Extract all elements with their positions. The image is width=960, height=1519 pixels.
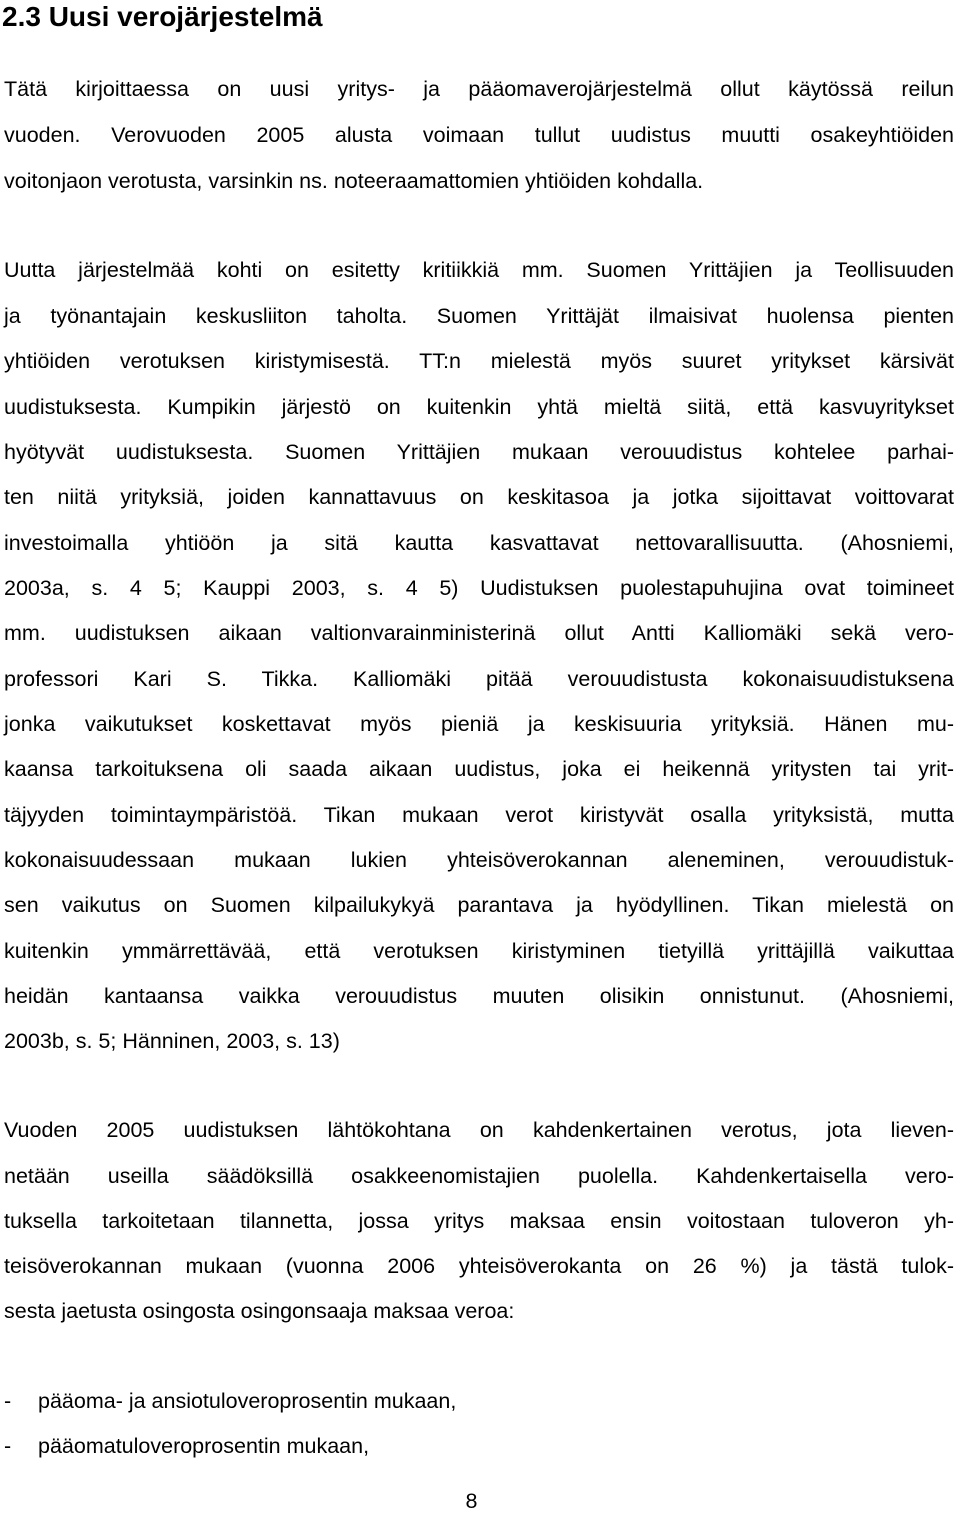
list-marker: - <box>4 1434 12 1458</box>
paragraph-line: yhtiöiden verotuksen kiristymisestä. TT:n mielestä myös suuret yritykset kärsivät <box>4 349 954 373</box>
paragraph-line: voitonjaon verotusta, varsinkin ns. noteeraamattomien yhtiöiden kohdalla. <box>4 169 704 193</box>
paragraph-line: kuitenkin ymmärrettävää, että verotuksen kiristyminen tietyillä yrittäjillä vaikuttaa <box>4 939 954 963</box>
paragraph-line: kokonaisuudessaan mukaan lukien yhteisöverokannan aleneminen, verouudistuk- <box>4 848 954 872</box>
paragraph-line: Uutta järjestelmää kohti on esitetty kritiikkiä mm. Suomen Yrittäjien ja Teollisuuden <box>4 258 954 282</box>
paragraph-line: investoimalla yhtiöön ja sitä kautta kasvattavat nettovarallisuutta. (Ahosniemi, <box>4 531 954 555</box>
paragraph-line: teisöverokannan mukaan (vuonna 2006 yhteisöverokanta on 26 %) ja tästä tulok- <box>4 1254 954 1278</box>
list-item-text: pääomatuloveroprosentin mukaan, <box>38 1434 370 1458</box>
page-number: 8 <box>465 1489 478 1513</box>
paragraph-line: netään useilla säädöksillä osakkeenomistajien puolella. Kahdenkertaisella vero- <box>4 1164 954 1188</box>
paragraph-line: vuoden. Verovuoden 2005 alusta voimaan tullut uudistus muutti osakeyhtiöiden <box>4 123 954 147</box>
list-item <box>4 1431 370 1461</box>
paragraph-line: professori Kari S. Tikka. Kalliomäki pitää verouudistusta kokonaisuudistuksena <box>4 667 954 691</box>
paragraph-line: 2003a, s. 4 5; Kauppi 2003, s. 4 5) Uudistuksen puolestapuhujina ovat toimineet <box>4 576 954 600</box>
paragraph-line: ten niitä yrityksiä, joiden kannattavuus on keskitasoa ja jotka sijoittavat voittovarat <box>4 485 954 509</box>
paragraph-line: jonka vaikutukset koskettavat myös pieniä ja keskisuuria yrityksiä. Hänen mu- <box>4 712 954 736</box>
paragraph-line: Tätä kirjoittaessa on uusi yritys- ja pääomaverojärjestelmä ollut käytössä reilun <box>4 77 954 101</box>
paragraph-line: tuksella tarkoitetaan tilannetta, jossa yritys maksaa ensin voitostaan tuloveron yh- <box>4 1209 954 1233</box>
paragraph-line: hyötyvät uudistuksesta. Suomen Yrittäjien mukaan verouudistus kohtelee parhai- <box>4 440 954 464</box>
paragraph-line: 2003b, s. 5; Hänninen, 2003, s. 13) <box>4 1029 340 1053</box>
paragraph-line: heidän kantaansa vaikka verouudistus muuten olisikin onnistunut. (Ahosniemi, <box>4 984 954 1008</box>
section-heading: 2.3 Uusi verojärjestelmä <box>2 1 323 32</box>
paragraph-line: täjyyden toimintaympäristöä. Tikan mukaan verot kiristyvät osalla yrityksistä, mutta <box>4 803 954 827</box>
paragraph-line: sen vaikutus on Suomen kilpailukykyä parantava ja hyödyllinen. Tikan mielestä on <box>4 893 954 917</box>
list-item-text: pääoma- ja ansiotuloveroprosentin mukaan, <box>38 1389 457 1413</box>
list-item <box>4 1386 457 1416</box>
list-marker: - <box>4 1389 12 1413</box>
paragraph-line: mm. uudistuksen aikaan valtionvarainministerinä ollut Antti Kalliomäki sekä vero- <box>4 621 954 645</box>
paragraph-line: sesta jaetusta osingosta osingonsaaja maksaa veroa: <box>4 1299 515 1323</box>
paragraph-line: kaansa tarkoituksena oli saada aikaan uudistus, joka ei heikennä yritysten tai yrit- <box>4 757 954 781</box>
paragraph-line: Vuoden 2005 uudistuksen lähtökohtana on kahdenkertainen verotus, jota lieven- <box>4 1118 954 1142</box>
paragraph-line: ja työnantajain keskusliiton taholta. Suomen Yrittäjät ilmaisivat huolensa pienten <box>4 304 954 328</box>
paragraph-line: uudistuksesta. Kumpikin järjestö on kuitenkin yhtä mieltä siitä, että kasvuyritykset <box>4 395 954 419</box>
